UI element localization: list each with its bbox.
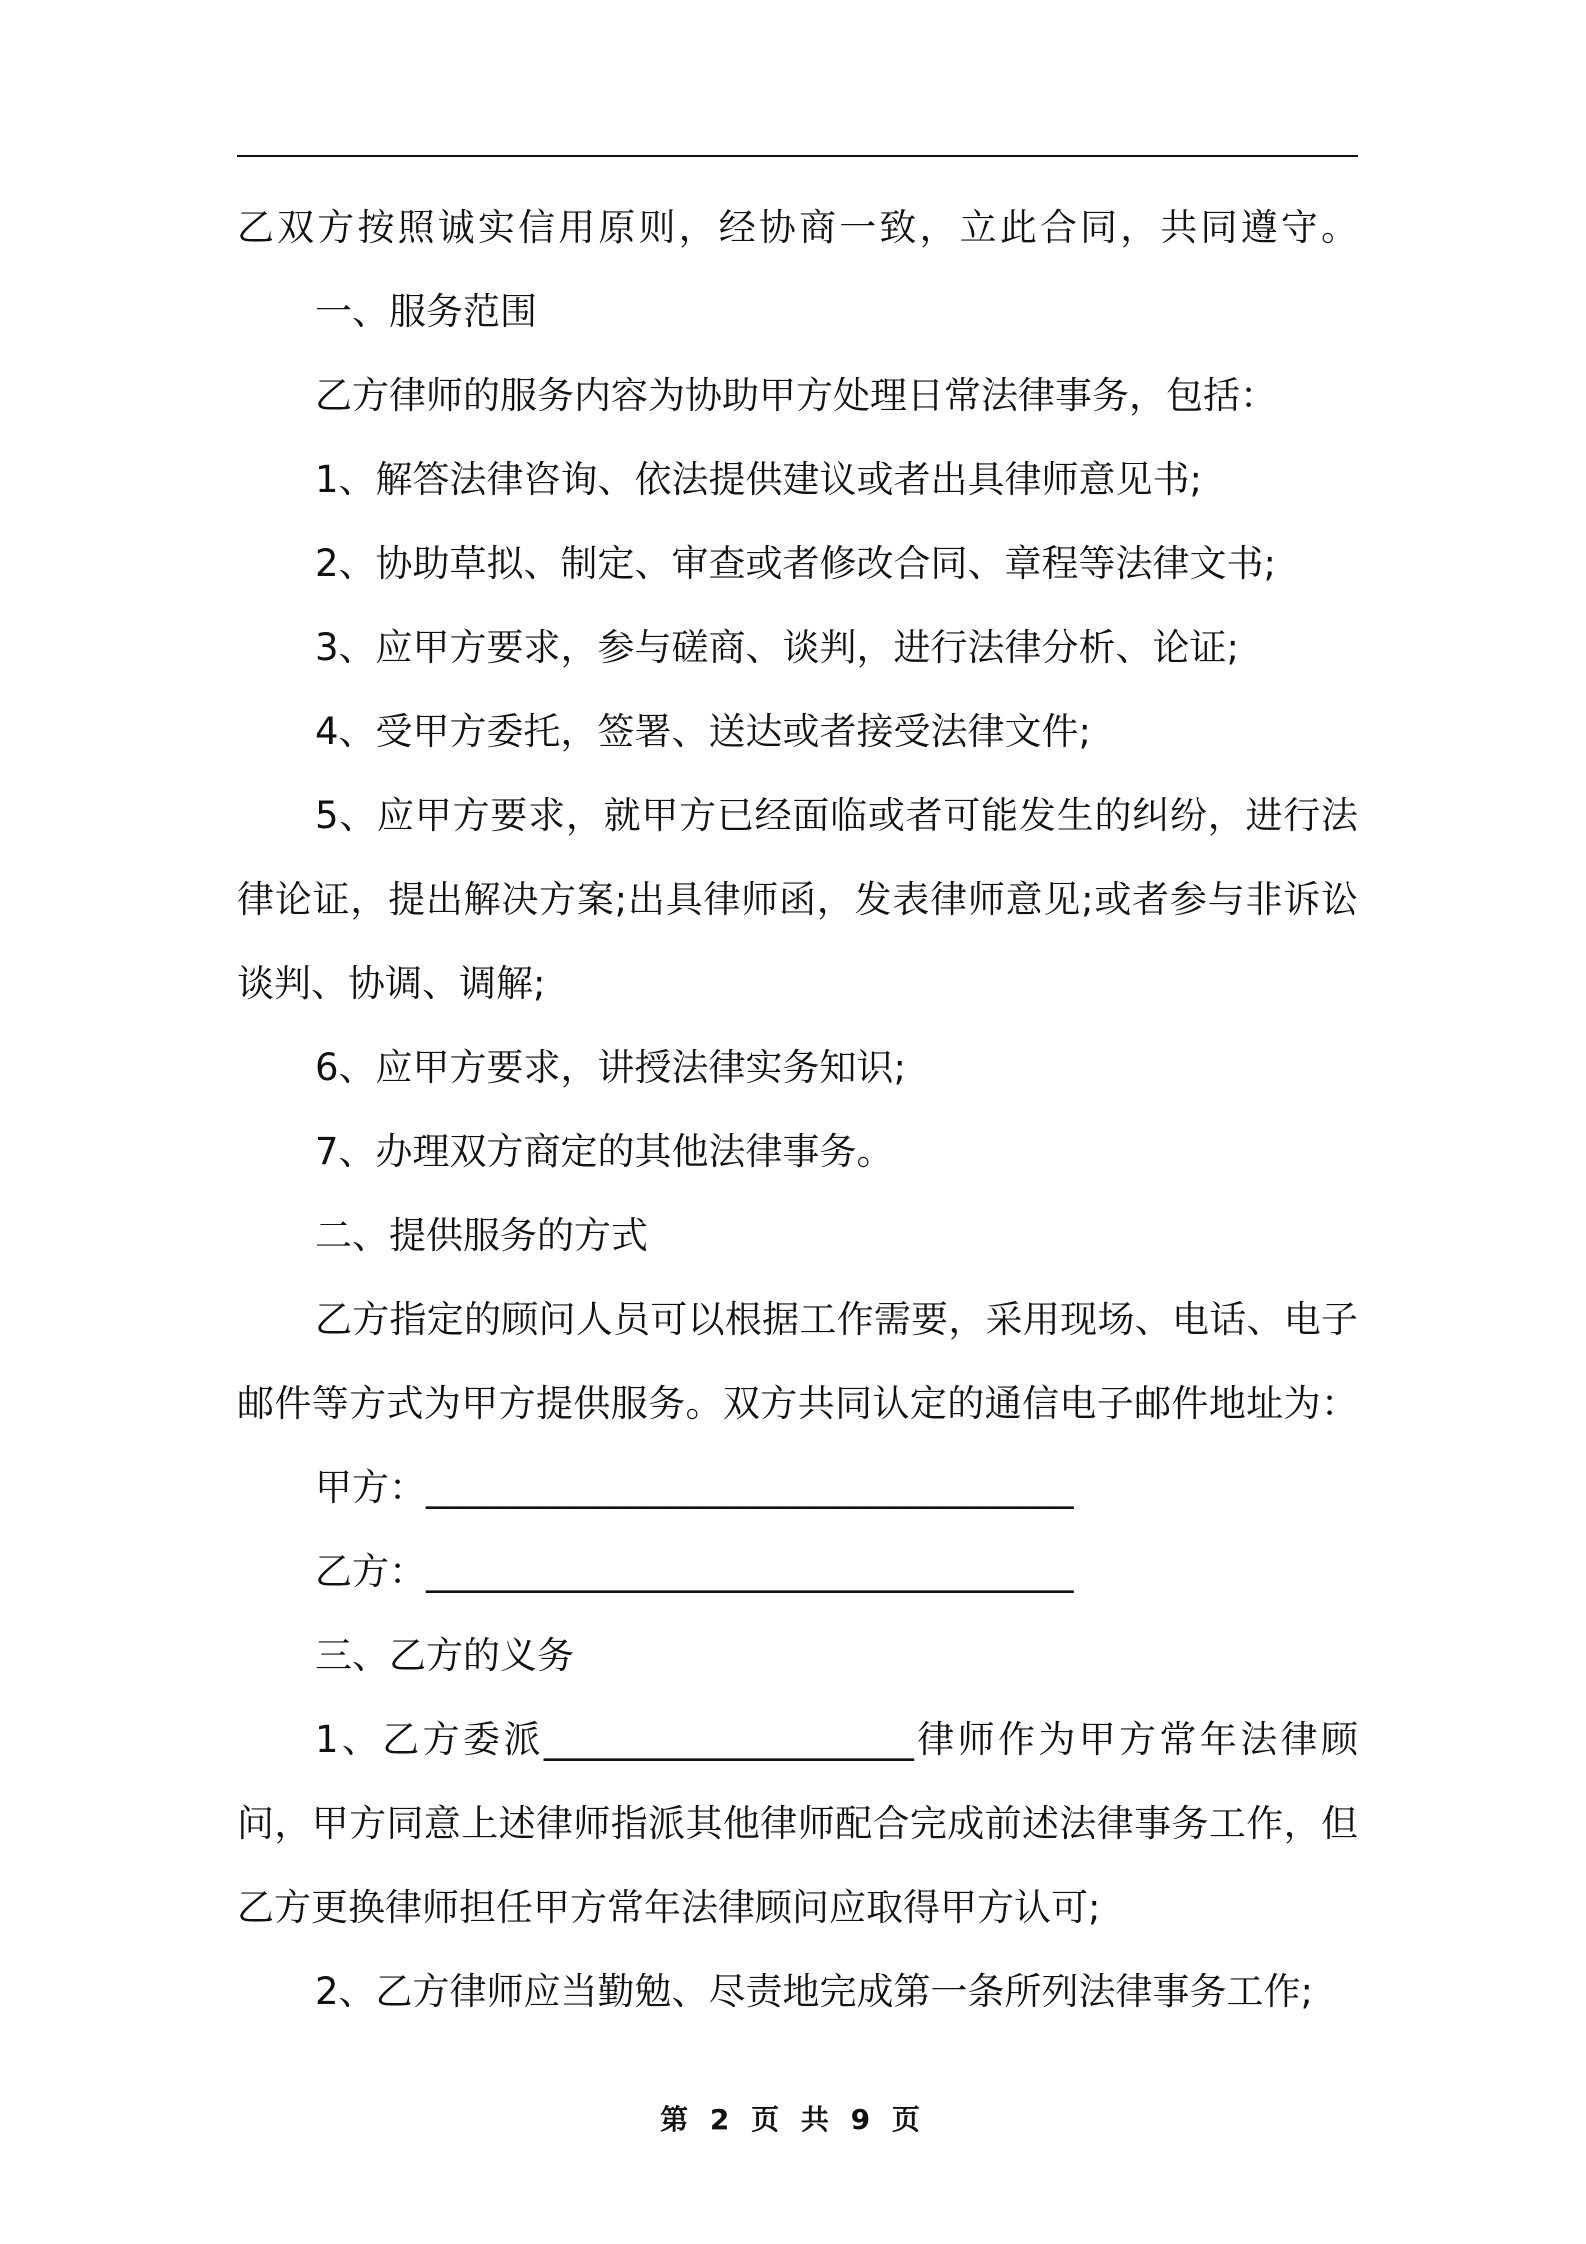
party-b-email-blank: 乙方：___________________________________ [315, 1550, 1074, 1593]
paragraph-line: 乙方律师的服务内容为协助甲方处理日常法律事务，包括： [315, 374, 1277, 417]
list-item-continuation: 乙方更换律师担任甲方常年法律顾问应取得甲方认可; [237, 1886, 1101, 1929]
list-item: 7、办理双方商定的其他法律事务。 [315, 1130, 894, 1173]
page-number: 第 2 页 共 9 页 [660, 2103, 926, 2136]
list-item: 5、应甲方要求，就甲方已经面临或者可能发生的纠纷，进行法 [315, 794, 1358, 837]
party-a-email-blank: 甲方：___________________________________ [315, 1466, 1074, 1509]
paragraph-line: 邮件等方式为甲方提供服务。双方共同认定的通信电子邮件地址为： [237, 1382, 1358, 1425]
list-item-continuation: 问，甲方同意上述律师指派其他律师配合完成前述法律事务工作，但 [237, 1802, 1358, 1845]
header-rule [237, 155, 1358, 157]
paragraph-line: 乙方指定的顾问人员可以根据工作需要，采用现场、电话、电子 [315, 1298, 1358, 1341]
list-item-continuation: 律论证，提出解决方案;出具律师函，发表律师意见;或者参与非诉讼 [237, 878, 1358, 921]
list-item: 2、协助草拟、制定、审查或者修改合同、章程等法律文书; [315, 542, 1277, 585]
list-item: 4、受甲方委托，签署、送达或者接受法律文件; [315, 710, 1092, 753]
list-item: 1、乙方委派____________________律师作为甲方常年法律顾 [315, 1718, 1358, 1761]
list-item-continuation: 谈判、协调、调解; [237, 962, 546, 1005]
list-item: 1、解答法律咨询、依法提供建议或者出具律师意见书; [315, 458, 1203, 501]
list-item: 2、乙方律师应当勤勉、尽责地完成第一条所列法律事务工作; [315, 1970, 1314, 2013]
list-item: 6、应甲方要求，讲授法律实务知识; [315, 1046, 907, 1089]
section-heading: 一、服务范围 [315, 290, 537, 333]
section-heading: 三、乙方的义务 [315, 1634, 574, 1677]
document-body [237, 186, 1358, 2034]
list-item: 3、应甲方要求，参与磋商、谈判，进行法律分析、论证; [315, 626, 1240, 669]
section-heading: 二、提供服务的方式 [315, 1214, 648, 1257]
paragraph-line: 乙双方按照诚实信用原则，经协商一致，立此合同，共同遵守。 [237, 206, 1358, 249]
